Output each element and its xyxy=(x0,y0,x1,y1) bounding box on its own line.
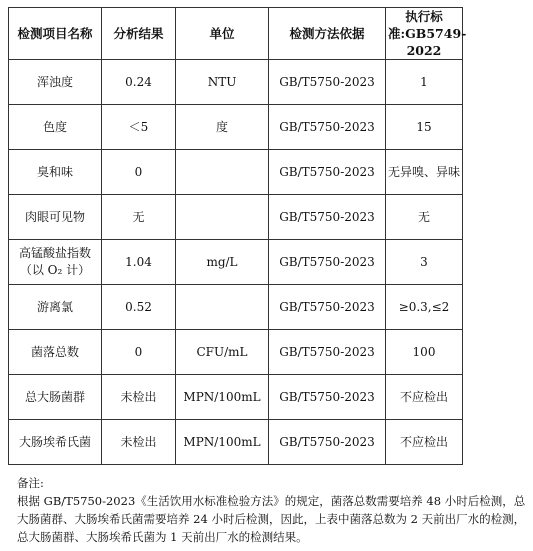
cell-item: 肉眼可见物 xyxy=(9,195,102,240)
water-quality-table xyxy=(8,7,467,465)
header-method: 检测方法依据 xyxy=(269,8,386,60)
table-row xyxy=(9,195,463,240)
header-unit: 单位 xyxy=(176,8,269,60)
cell-unit: CFU/mL xyxy=(176,330,269,375)
cell-standard: 15 xyxy=(386,105,463,150)
cell-result: 未检出 xyxy=(102,420,176,465)
cell-item-line1: 高锰酸盐指数 xyxy=(18,246,91,260)
header-standard xyxy=(386,8,467,60)
table-row xyxy=(9,105,463,150)
cell-standard: ≥0.3,≤2 xyxy=(386,285,463,330)
table-row xyxy=(9,375,463,420)
table-row xyxy=(9,150,463,195)
cell-unit xyxy=(176,195,269,240)
header-standard-line2: 准:GB5749-2022 xyxy=(388,26,467,58)
cell-result: 0.24 xyxy=(102,60,176,105)
cell-unit: MPN/100mL xyxy=(176,420,269,465)
cell-standard: 1 xyxy=(386,60,463,105)
cell-unit xyxy=(176,150,269,195)
cell-standard: 不应检出 xyxy=(386,420,463,465)
table-row xyxy=(9,285,463,330)
cell-method: GB/T5750-2023 xyxy=(269,60,386,105)
cell-standard: 无 xyxy=(386,195,463,240)
cell-item: 总大肠菌群 xyxy=(9,375,102,420)
cell-result: 未检出 xyxy=(102,375,176,420)
header-item-name: 检测项目名称 xyxy=(9,8,102,60)
cell-item: 臭和味 xyxy=(9,150,102,195)
cell-standard: 不应检出 xyxy=(386,375,463,420)
cell-standard: 100 xyxy=(386,330,463,375)
cell-result: 0 xyxy=(102,150,176,195)
table-header-row xyxy=(9,8,463,60)
cell-unit: mg/L xyxy=(176,240,269,285)
cell-item: 大肠埃希氏菌 xyxy=(9,420,102,465)
cell-item: 浑浊度 xyxy=(9,60,102,105)
cell-item: 游离氯 xyxy=(9,285,102,330)
table-row xyxy=(9,240,463,285)
cell-unit: 度 xyxy=(176,105,269,150)
cell-result: 0.52 xyxy=(102,285,176,330)
cell-method: GB/T5750-2023 xyxy=(269,195,386,240)
header-result: 分析结果 xyxy=(102,8,176,60)
cell-method: GB/T5750-2023 xyxy=(269,375,386,420)
cell-unit: MPN/100mL xyxy=(176,375,269,420)
cell-unit xyxy=(176,285,269,330)
cell-result: 1.04 xyxy=(102,240,176,285)
cell-method: GB/T5750-2023 xyxy=(269,240,386,285)
cell-result: 无 xyxy=(102,195,176,240)
notes-label: 备注: xyxy=(17,476,44,490)
cell-unit: NTU xyxy=(176,60,269,105)
table-row xyxy=(9,420,463,465)
table-row xyxy=(9,60,463,105)
cell-result: 0 xyxy=(102,330,176,375)
cell-method: GB/T5750-2023 xyxy=(269,285,386,330)
cell-item-line2: （以 O₂ 计） xyxy=(19,263,91,277)
cell-method: GB/T5750-2023 xyxy=(269,330,386,375)
notes-section xyxy=(17,474,527,546)
cell-method: GB/T5750-2023 xyxy=(269,420,386,465)
cell-method: GB/T5750-2023 xyxy=(269,150,386,195)
cell-result: ＜5 xyxy=(102,105,176,150)
cell-standard: 无异嗅、异味 xyxy=(386,150,463,195)
table-row xyxy=(9,330,463,375)
cell-standard: 3 xyxy=(386,240,463,285)
cell-method: GB/T5750-2023 xyxy=(269,105,386,150)
cell-item xyxy=(9,240,102,285)
header-standard-line1: 执行标 xyxy=(405,9,443,24)
notes-text: 根据 GB/T5750-2023《生活饮用水标准检验方法》的规定，菌落总数需要培养 48 小时后检测，总大肠菌群、大肠埃希氏菌需要培养 24 小时后检测，因此，上表中菌落总数为 2 天前出厂水的检测，总大肠菌群、大肠埃希氏菌为 1 天前出厂水的检测结果。 xyxy=(17,494,526,544)
cell-item: 色度 xyxy=(9,105,102,150)
cell-item: 菌落总数 xyxy=(9,330,102,375)
